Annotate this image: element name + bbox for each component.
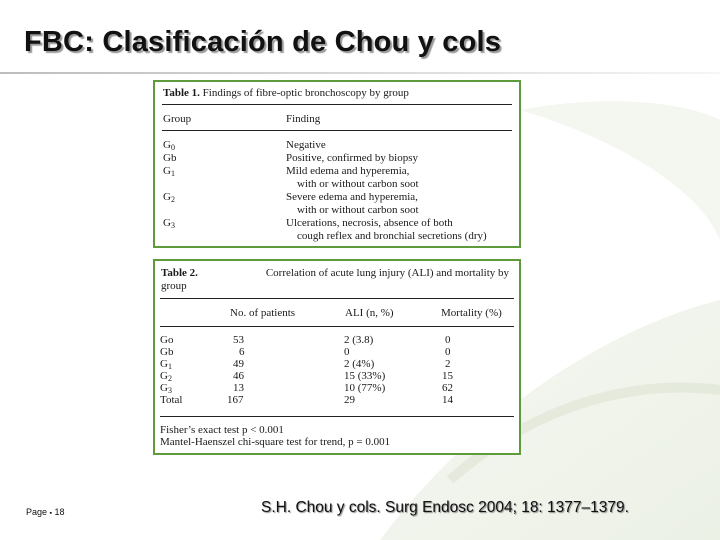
table-1-group-cell (163, 165, 175, 178)
group-subscript: 0 (170, 143, 175, 152)
table-2-caption-line-1 (161, 267, 509, 280)
table-1-header-group: Group (163, 113, 192, 125)
page-number: 18 (54, 507, 65, 517)
table-1-finding-cell: Severe edema and hyperemia, (286, 191, 418, 203)
group-label: Total (160, 394, 183, 406)
group-label: G (163, 139, 171, 151)
table-2-top-rule (160, 298, 514, 299)
table-1-caption-text: Findings of fibre-optic bronchoscopy by group (202, 87, 409, 99)
group-label: G (163, 165, 171, 177)
table-1-group-cell (163, 139, 175, 152)
group-subscript: 1 (167, 362, 172, 371)
group-label: G (163, 191, 171, 203)
table-1-caption-label: Table 1. (163, 87, 200, 99)
table-1-finding-cell: Negative (286, 139, 326, 151)
table-2-ali-cell: 2 (4%) (344, 358, 375, 370)
table-2-ali-cell: 2 (3.8) (344, 334, 374, 346)
table-2-caption-label (161, 267, 198, 280)
table-2-mortality-cell: 15 (442, 370, 453, 382)
group-subscript: 3 (167, 386, 172, 395)
table-2-patients-cell: 167 (227, 394, 244, 406)
title-divider (0, 72, 720, 74)
table-2-ali-cell: 0 (344, 346, 350, 358)
group-label: G (160, 382, 168, 394)
table-1-caption (163, 87, 409, 100)
table-2-caption-text: Correlation of acute lung injury (ALI) and mortality by (265, 267, 509, 279)
table-2-mortality-cell: 0 (445, 346, 451, 358)
group-label: Gb (160, 346, 174, 358)
table-2-ali-cell: 15 (33%) (344, 370, 386, 382)
table-2-footnote-mantel: Mantel-Haenszel chi-square test for trend, p = 0.001 (160, 436, 391, 448)
table-1-finding-continuation: with or without carbon soot (297, 204, 419, 216)
table-1-finding-cell: Mild edema and hyperemia, (286, 165, 410, 177)
table-2-mortality-cell: 0 (445, 334, 451, 346)
table-2-mortality-cell: 2 (445, 358, 451, 370)
table-2-caption-line-2: group (161, 280, 187, 292)
table-2-mortality-cell: 62 (442, 382, 453, 394)
table-1-top-rule (162, 104, 512, 105)
table-2-caption (161, 267, 509, 293)
table-2-patients-cell: 13 (233, 382, 244, 394)
table-2-footnote-fisher: Fisher’s exact test p < 0.001 (160, 424, 284, 436)
group-subscript: 1 (170, 169, 175, 178)
table-1-group-cell (163, 152, 176, 165)
table-1-figure (153, 80, 521, 248)
table-2-patients-cell: 53 (233, 334, 244, 346)
table-1-group-cell (163, 191, 175, 204)
table-2-ali-cell: 29 (344, 394, 355, 406)
group-label: G (163, 217, 171, 229)
table-1-finding-cell: Positive, confirmed by biopsy (286, 152, 418, 164)
table-2-group-cell (160, 394, 182, 407)
table-1-header-rule (162, 130, 512, 131)
group-label: Gb (163, 152, 177, 164)
table-2-header-rule (160, 326, 514, 327)
table-2-header-mortality: Mortality (%) (441, 307, 502, 319)
group-label: G (160, 370, 168, 382)
table-2-ali-cell: 10 (77%) (344, 382, 386, 394)
group-label: G (160, 358, 168, 370)
table-1-header-finding: Finding (286, 113, 321, 125)
table-2-patients-cell: 6 (239, 346, 245, 358)
table-2-patients-cell: 46 (233, 370, 244, 382)
table-1-finding-continuation: cough reflex and bronchial secretions (dry) (297, 230, 487, 242)
slide-title: FBC: Clasificación de Chou y cols (24, 26, 502, 58)
table-2-caption-bold: Table 2. (161, 267, 198, 279)
group-subscript: 3 (170, 221, 175, 230)
table-2-bottom-rule (160, 416, 514, 417)
source-citation: S.H. Chou y cols. Surg Endosc 2004; 18: 1377–1379. (261, 499, 629, 516)
page-separator: ▪ (49, 510, 53, 517)
page-label: Page (26, 507, 48, 517)
table-1-finding-cell: Ulcerations, necrosis, absence of both (286, 217, 453, 229)
table-2-header-patients: No. of patients (230, 307, 296, 319)
table-2-mortality-cell: 14 (442, 394, 453, 406)
group-subscript: 2 (170, 195, 175, 204)
group-label: Go (160, 334, 174, 346)
table-1-finding-continuation: with or without carbon soot (297, 178, 419, 190)
table-1-group-cell (163, 217, 175, 230)
page-number-footer (26, 507, 65, 517)
table-2-figure (153, 259, 521, 455)
table-2-header-ali: ALI (n, %) (345, 307, 394, 319)
group-subscript: 2 (167, 374, 172, 383)
table-2-patients-cell: 49 (233, 358, 244, 370)
